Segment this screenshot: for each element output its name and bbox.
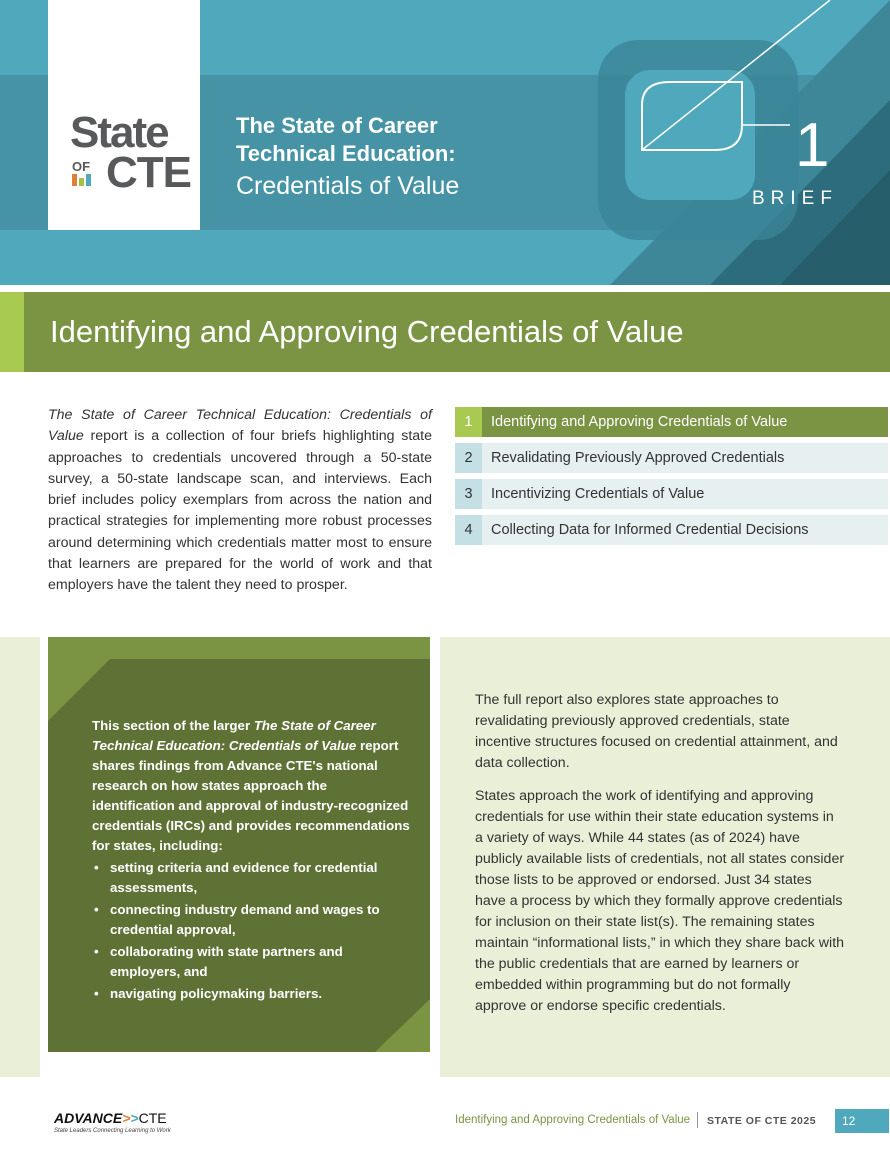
page-number: 12 — [835, 1109, 889, 1133]
callout-bullet: • setting criteria and evidence for credential assessments, — [92, 858, 412, 898]
callout-bullet: • connecting industry demand and wages to credential approval, — [92, 900, 412, 940]
report-title: The State of Career Technical Education: — [236, 113, 456, 166]
brief-item-1[interactable]: 1 Identifying and Approving Credentials of Value — [455, 407, 888, 437]
state-of-cte-logo — [48, 0, 200, 230]
callout-top-bar — [48, 637, 430, 659]
section-title: Identifying and Approving Credentials of Value — [50, 314, 684, 349]
logo-of: OF — [72, 159, 91, 174]
footer-section: Identifying and Approving Credentials of Value — [455, 1114, 691, 1126]
callout-text: This section of the larger The State of Career Technical Education: Credentials of Value report shares findings from Advance CTE's national research on how states approach the identification and approval of industry-recognized credentials (IRCs) and provides recommendations for states, including: • setting criteria and evidence for credential assessments, • connecting industry demand and wages to credential approval, • collaborating with state partners and employers, and • navigating policymaking barriers. — [92, 716, 412, 1006]
callout-bullet: • navigating policymaking barriers. — [92, 984, 412, 1004]
brief-item-3[interactable]: 3 Incentivizing Credentials of Value — [455, 479, 888, 509]
tagline: State Leaders Connecting Learning to Work — [54, 1128, 171, 1134]
body-paragraph: States approach the work of identifying and approving credentials for use within their state education systems in a variety of ways. While 44 states (as of 2024) have publicly available lists of credentials, not all states consider those lists to be approved or endorsed. Just 34 states have a process by which they formally approve credentials for inclusion on their state list(s). The remaining states maintain “informational lists,” in which they share back with the public credentials that are earned by learners or embedded within programming but do not formally approve or endorse specific credentials. — [475, 788, 845, 1014]
advance-cte-logo: ADVANCE>>CTE — [54, 1110, 167, 1126]
brief-item-4[interactable]: 4 Collecting Data for Informed Credential Decisions — [455, 515, 888, 545]
brief-list — [455, 407, 888, 551]
logo-cte: CTE — [106, 148, 191, 197]
body-paragraph: The full report also explores state approaches to revalidating previously approved credentials, state incentive structures focused on credential attainment, and data collection. — [475, 692, 838, 771]
callout-bottom — [48, 1052, 430, 1077]
brief-label: BRIEF — [752, 188, 838, 209]
body-text — [475, 690, 845, 1029]
footer — [0, 1090, 890, 1154]
footer-publication: STATE OF CTE 2025 — [707, 1115, 817, 1127]
callout-bullet: • collaborating with state partners and employers, and — [92, 942, 412, 982]
report-subtitle: Credentials of Value — [236, 172, 460, 200]
footer-divider — [697, 1112, 698, 1128]
intro-paragraph: The State of Career Technical Education: Credentials of Value report is a collection of four briefs highlighting state approaches to credentials uncovered through a 50-state survey, a 50-state landscape scan, and interviews. Each brief includes policy exemplars from across the nation and practical strategies for implementing more robust processes around determining which credentials matter most to ensure that learners are prepared for the world of work and that employers have the talent they need to prosper. — [48, 407, 432, 594]
logo-state: State — [70, 108, 168, 157]
bar-chart-icon — [72, 172, 92, 186]
brief-item-2[interactable]: 2 Revalidating Previously Approved Credentials — [455, 443, 888, 473]
title-accent — [0, 292, 24, 372]
brief-number: 1 — [795, 111, 830, 180]
